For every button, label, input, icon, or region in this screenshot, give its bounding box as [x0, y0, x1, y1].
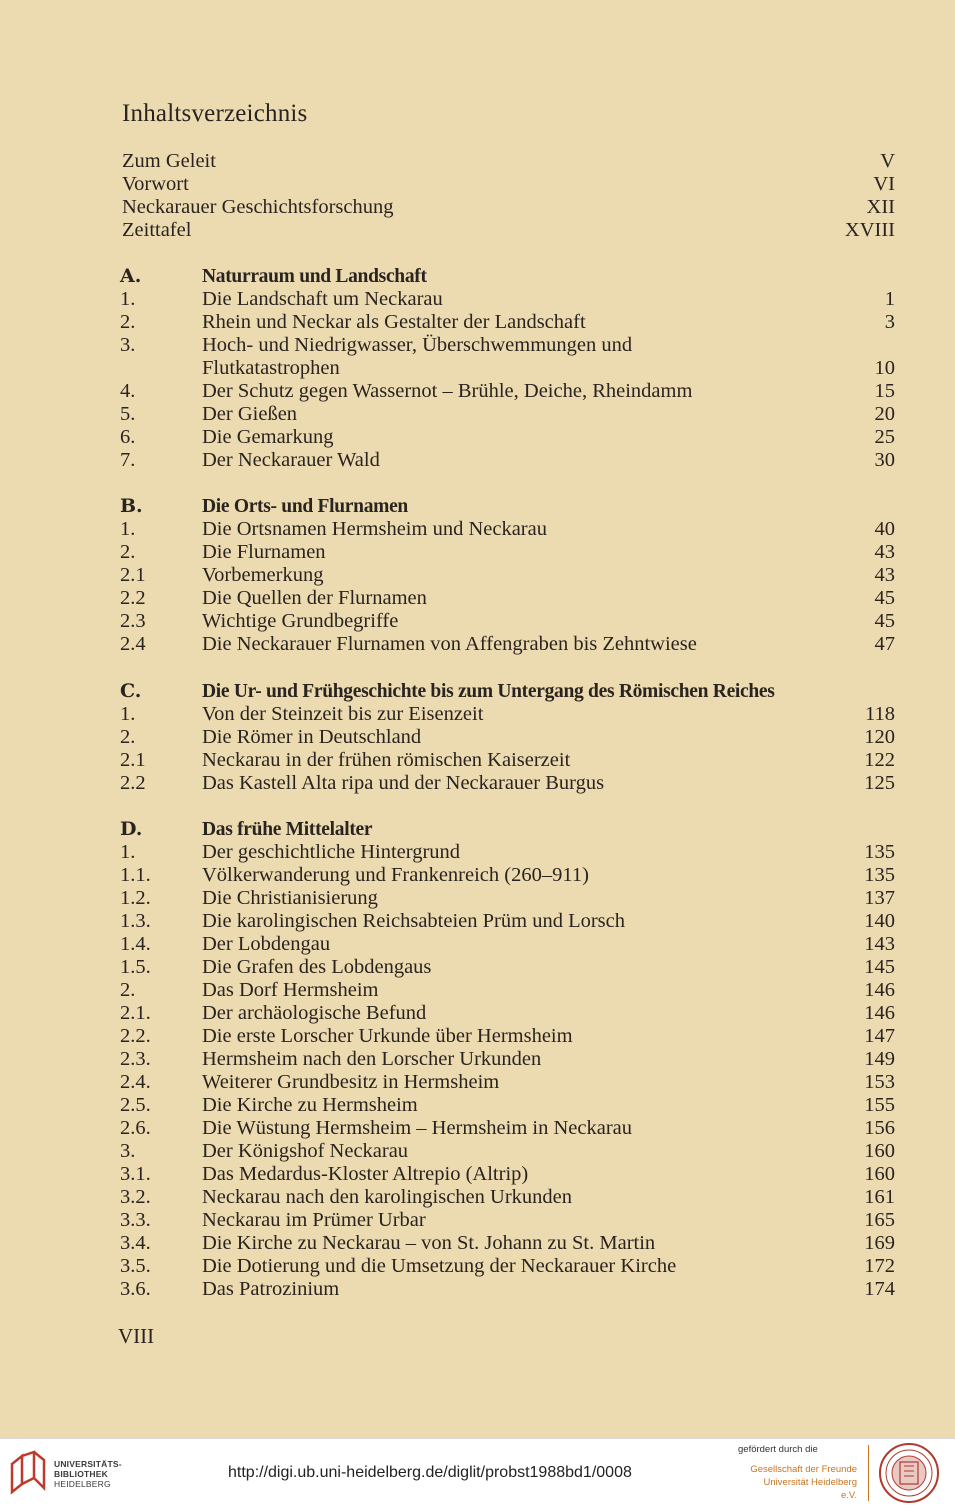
entry-page: 140	[864, 910, 895, 932]
entry-number: 2.1	[120, 749, 146, 771]
toc-entry	[120, 1209, 895, 1232]
library-name-line: BIBLIOTHEK	[54, 1469, 108, 1479]
entry-title: Hoch- und Niedrigwasser, Überschwemmungen und	[202, 334, 633, 356]
entry-title: Die Kirche zu Hermsheim	[202, 1094, 418, 1116]
entry-number: 3.	[120, 1140, 136, 1162]
entry-number: 1.3.	[120, 910, 151, 932]
sponsor-caption: gefördert durch die	[738, 1444, 818, 1455]
entry-page: 172	[864, 1255, 895, 1277]
entry-page: 122	[864, 749, 895, 771]
entry-title: Der Schutz gegen Wassernot – Brühle, Deiche, Rheindamm	[202, 380, 693, 402]
university-seal-icon	[878, 1442, 940, 1504]
entry-page: 20	[874, 403, 895, 425]
entry-title: Zum Geleit	[122, 150, 216, 172]
sponsor-line: Universität Heidelberg e.V.	[763, 1477, 857, 1501]
entry-page: 146	[864, 979, 895, 1001]
toc-entry	[120, 633, 895, 656]
entry-title: Die Neckarauer Flurnamen von Affengraben bis Zehntwiese	[202, 633, 697, 655]
toc-entry	[120, 1002, 895, 1025]
toc-entry	[120, 703, 895, 726]
toc-entry	[120, 150, 895, 173]
sponsor-name	[745, 1463, 857, 1502]
entry-number: 2.4.	[120, 1071, 151, 1093]
entry-title: Neckarau im Prümer Urbar	[202, 1209, 426, 1231]
toc-entry	[120, 1025, 895, 1048]
entry-title: Die Wüstung Hermsheim – Hermsheim in Neckarau	[202, 1117, 633, 1139]
entry-page: 15	[874, 380, 895, 402]
toc-entry	[120, 449, 895, 472]
entry-page: 40	[874, 518, 895, 540]
toc-entry	[120, 196, 895, 219]
toc-entry	[120, 380, 895, 403]
entry-title: Vorbemerkung	[202, 564, 324, 586]
section-title: Das frühe Mittelalter	[202, 819, 373, 840]
entry-page: 174	[864, 1278, 895, 1300]
toc-entry	[120, 979, 895, 1002]
entry-number: 3.4.	[120, 1232, 151, 1254]
entry-number: 2.2.	[120, 1025, 151, 1047]
entry-page: V	[880, 150, 895, 172]
entry-title: Die Christianisierung	[202, 887, 378, 909]
entry-page: 145	[864, 956, 895, 978]
entry-title: Die Kirche zu Neckarau – von St. Johann zu St. Martin	[202, 1232, 656, 1254]
library-name-line: HEIDELBERG	[54, 1479, 111, 1489]
entry-page: 160	[864, 1140, 895, 1162]
entry-title: Der Königshof Neckarau	[202, 1140, 409, 1162]
entry-page: XII	[866, 196, 895, 218]
entry-number: 6.	[120, 426, 136, 448]
entry-title: Die Römer in Deutschland	[202, 726, 422, 748]
toc-entry	[120, 1094, 895, 1117]
page-number: VIII	[118, 1324, 155, 1348]
entry-title: Die Landschaft um Neckarau	[202, 288, 443, 310]
library-name-line: UNIVERSITÄTS-	[54, 1459, 122, 1469]
entry-title: Die Grafen des Lobdengaus	[202, 956, 432, 978]
entry-number: 2.	[120, 541, 136, 563]
entry-page: 165	[864, 1209, 895, 1231]
section-letter: A.	[120, 265, 142, 287]
toc-entry	[120, 1186, 895, 1209]
entry-title: Flutkatastrophen	[202, 357, 340, 379]
toc-entry	[120, 587, 895, 610]
entry-number: 2.	[120, 726, 136, 748]
section-letter: B.	[120, 495, 143, 517]
entry-title: Der Lobdengau	[202, 933, 331, 955]
toc-entry	[120, 841, 895, 864]
entry-number: 1.	[120, 518, 136, 540]
entry-page: 47	[874, 633, 895, 655]
toc-entry	[120, 288, 895, 311]
divider	[868, 1445, 869, 1501]
entry-title: Neckarau in der frühen römischen Kaiserzeit	[202, 749, 571, 771]
section-letter: D.	[120, 818, 143, 840]
section-letter: C.	[120, 680, 142, 702]
toc-entry	[120, 749, 895, 772]
entry-number: 2.3.	[120, 1048, 151, 1070]
entry-page: VI	[873, 173, 895, 195]
entry-number: 7.	[120, 449, 136, 471]
entry-number: 3.1.	[120, 1163, 151, 1185]
entry-number: 1.	[120, 288, 136, 310]
toc-entry	[120, 334, 895, 357]
toc-entry	[120, 173, 895, 196]
entry-page: 25	[874, 426, 895, 448]
entry-title: Die Quellen der Flurnamen	[202, 587, 427, 609]
entry-number: 1.5.	[120, 956, 151, 978]
entry-number: 3.	[120, 334, 136, 356]
entry-title: Völkerwanderung und Frankenreich (260–911)	[202, 864, 589, 886]
entry-number: 1.	[120, 703, 136, 725]
toc-entry	[120, 1048, 895, 1071]
entry-title: Die Ortsnamen Hermsheim und Neckarau	[202, 518, 547, 540]
section-heading-c	[120, 680, 895, 703]
viewer-footer	[0, 1438, 955, 1507]
entry-number: 2.	[120, 311, 136, 333]
entry-title: Vorwort	[122, 173, 189, 195]
entry-page: 160	[864, 1163, 895, 1185]
section-heading-a	[120, 265, 895, 288]
entry-number: 2.4	[120, 633, 146, 655]
entry-title: Von der Steinzeit bis zur Eisenzeit	[202, 703, 484, 725]
entry-number: 1.4.	[120, 933, 151, 955]
toc-entry	[120, 726, 895, 749]
toc-entry	[120, 1117, 895, 1140]
toc-entry	[120, 887, 895, 910]
entry-title: Das Kastell Alta ripa und der Neckarauer Burgus	[202, 772, 605, 794]
toc-entry	[120, 518, 895, 541]
entry-number: 2.3	[120, 610, 146, 632]
entry-title: Das Medardus-Kloster Altrepio (Altrip)	[202, 1163, 529, 1185]
toc-entry	[120, 1163, 895, 1186]
entry-page: 125	[864, 772, 895, 794]
entry-title: Weiterer Grundbesitz in Hermsheim	[202, 1071, 500, 1093]
entry-title: Rhein und Neckar als Gestalter der Landschaft	[202, 311, 586, 333]
entry-title: Hermsheim nach den Lorscher Urkunden	[202, 1048, 542, 1070]
entry-title: Die Dotierung und die Umsetzung der Neckarauer Kirche	[202, 1255, 677, 1277]
entry-number: 3.5.	[120, 1255, 151, 1277]
entry-number: 4.	[120, 380, 136, 402]
entry-page: 30	[874, 449, 895, 471]
toc-entry	[120, 1071, 895, 1094]
page-title: Inhaltsverzeichnis	[122, 100, 308, 127]
entry-page: 10	[874, 357, 895, 379]
entry-title: Die Flurnamen	[202, 541, 326, 563]
library-name	[54, 1459, 122, 1489]
entry-page: 149	[864, 1048, 895, 1070]
entry-page: 161	[864, 1186, 895, 1208]
sponsor-line: Gesellschaft der Freunde	[750, 1464, 857, 1475]
entry-number: 2.1.	[120, 1002, 151, 1024]
entry-page: XVIII	[844, 219, 895, 241]
entry-page: 137	[864, 887, 895, 909]
university-library-logo-icon	[8, 1448, 48, 1496]
entry-title: Das Dorf Hermsheim	[202, 979, 379, 1001]
toc-entry	[120, 956, 895, 979]
toc-entry	[120, 772, 895, 795]
section-title: Die Orts- und Flurnamen	[202, 496, 408, 517]
entry-page: 1	[884, 288, 895, 310]
entry-number: 2.1	[120, 564, 146, 586]
entry-title: Der geschichtliche Hintergrund	[202, 841, 461, 863]
toc-entry	[120, 357, 895, 380]
entry-title: Neckarau nach den karolingischen Urkunden	[202, 1186, 572, 1208]
entry-page: 143	[864, 933, 895, 955]
entry-page: 135	[864, 841, 895, 863]
toc-entry	[120, 219, 895, 242]
toc-entry	[120, 541, 895, 564]
entry-page: 153	[864, 1071, 895, 1093]
entry-page: 45	[874, 610, 895, 632]
entry-page: 155	[864, 1094, 895, 1116]
entry-page: 147	[864, 1025, 895, 1047]
entry-title: Die Gemarkung	[202, 426, 334, 448]
entry-title: Zeittafel	[122, 219, 192, 241]
entry-title: Neckarauer Geschichtsforschung	[122, 196, 394, 218]
section-title: Naturraum und Landschaft	[202, 266, 427, 287]
entry-page: 118	[865, 703, 895, 725]
toc-entry	[120, 403, 895, 426]
entry-number: 5.	[120, 403, 136, 425]
entry-page: 146	[864, 1002, 895, 1024]
entry-title: Die karolingischen Reichsabteien Prüm und Lorsch	[202, 910, 625, 932]
toc-entry	[120, 1140, 895, 1163]
entry-number: 3.6.	[120, 1278, 151, 1300]
toc-entry	[120, 311, 895, 334]
entry-title: Der Gießen	[202, 403, 298, 425]
entry-number: 2.	[120, 979, 136, 1001]
entry-number: 3.2.	[120, 1186, 151, 1208]
toc-entry	[120, 1232, 895, 1255]
toc-entry	[120, 910, 895, 933]
entry-page: 3	[884, 311, 895, 333]
toc-entry	[120, 426, 895, 449]
entry-title: Der archäologische Befund	[202, 1002, 427, 1024]
entry-title: Die erste Lorscher Urkunde über Hermsheim	[202, 1025, 573, 1047]
toc-entry	[120, 610, 895, 633]
entry-number: 3.3.	[120, 1209, 151, 1231]
entry-page: 169	[864, 1232, 895, 1254]
toc-entry	[120, 1278, 895, 1301]
entry-number: 2.2	[120, 587, 146, 609]
document-url-link[interactable]: http://digi.ub.uni-heidelberg.de/diglit/probst1988bd1/0008	[228, 1464, 632, 1481]
entry-page: 43	[874, 564, 895, 586]
toc-entry	[120, 564, 895, 587]
entry-number: 2.6.	[120, 1117, 151, 1139]
entry-number: 1.1.	[120, 864, 151, 886]
toc-entry	[120, 864, 895, 887]
section-heading-b	[120, 495, 895, 518]
entry-title: Das Patrozinium	[202, 1278, 340, 1300]
entry-number: 2.5.	[120, 1094, 151, 1116]
entry-title: Der Neckarauer Wald	[202, 449, 380, 471]
entry-page: 43	[874, 541, 895, 563]
entry-page: 135	[864, 864, 895, 886]
toc-entry	[120, 1255, 895, 1278]
entry-page: 156	[864, 1117, 895, 1139]
entry-page: 45	[874, 587, 895, 609]
toc-entry	[120, 933, 895, 956]
entry-number: 1.	[120, 841, 136, 863]
entry-number: 2.2	[120, 772, 146, 794]
entry-title: Wichtige Grundbegriffe	[202, 610, 399, 632]
section-heading-d	[120, 818, 895, 841]
section-title: Die Ur- und Frühgeschichte bis zum Untergang des Römischen Reiches	[202, 681, 775, 702]
entry-page: 120	[864, 726, 895, 748]
entry-number: 1.2.	[120, 887, 151, 909]
